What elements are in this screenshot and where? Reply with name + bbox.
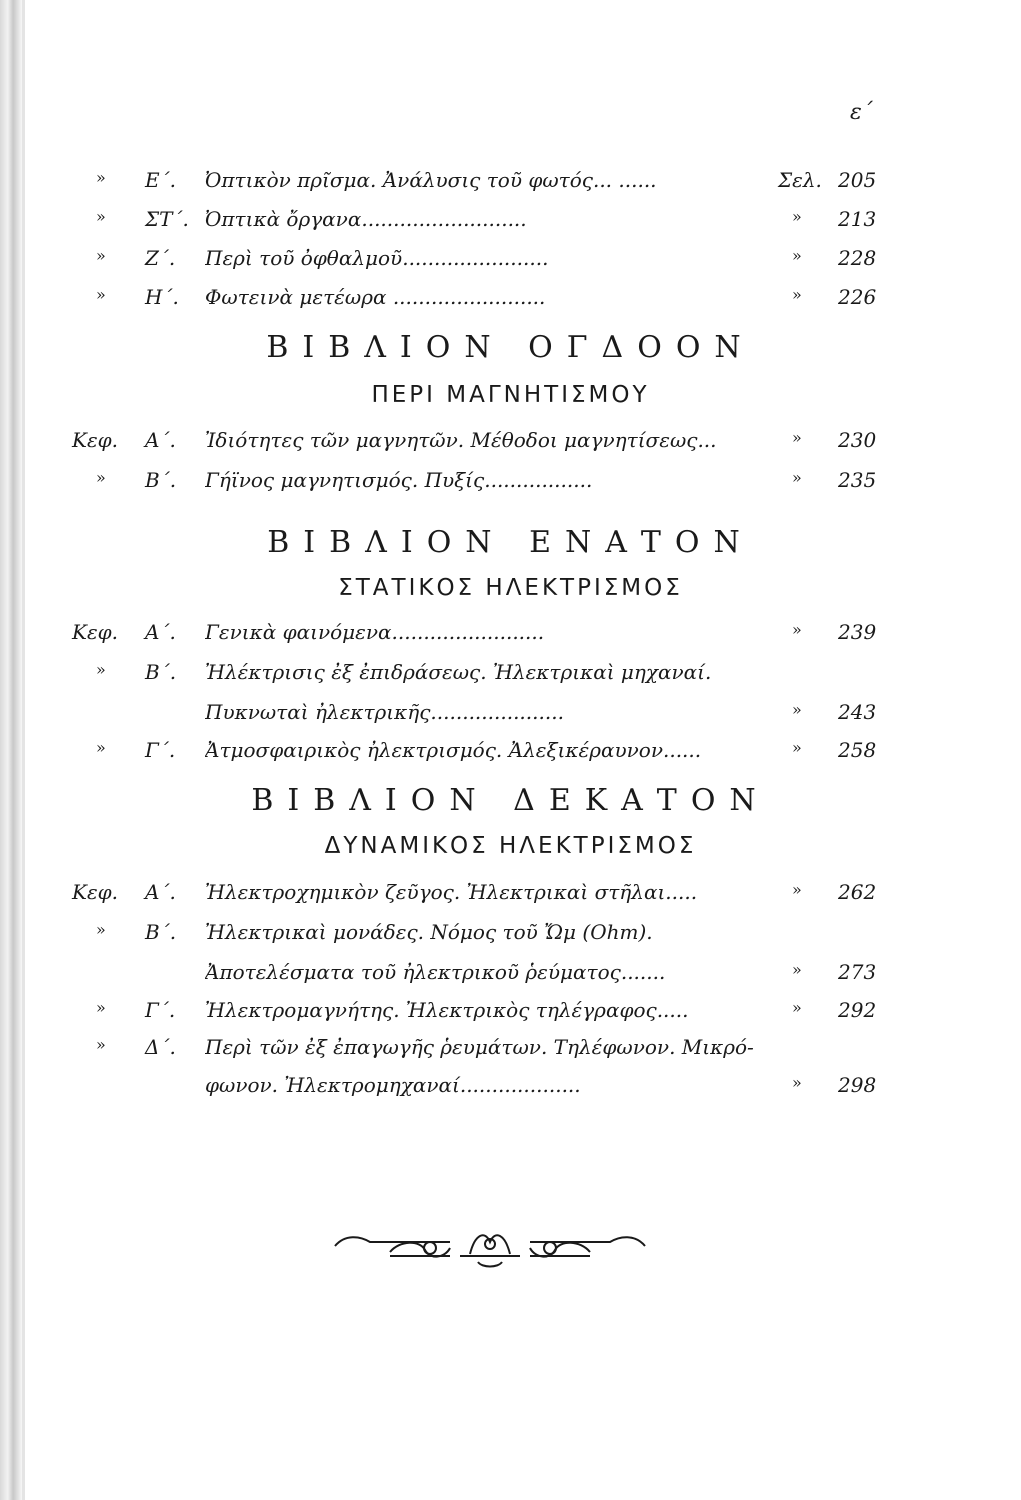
- chapter-number: Ε΄.: [145, 168, 176, 192]
- ditto-mark: »: [96, 246, 106, 265]
- page-abbrev: Σελ.: [778, 168, 822, 192]
- book10-subtitle: ΔΥΝΑΜΙΚΟΣ ΗΛΕΚΤΡΙΣΜΟΣ: [324, 833, 697, 859]
- entry-title: φωνον. Ἠλεκτρομηχαναί...................: [205, 1073, 581, 1097]
- chapter-abbrev: Κεφ.: [72, 620, 119, 644]
- page-number: 258: [838, 738, 877, 762]
- ditto-mark: »: [96, 998, 106, 1017]
- page-ditto-mark: »: [792, 468, 802, 487]
- entry-title: Ἰδιότητες τῶν μαγνητῶν. Μέθοδοι μαγνητίσεως...: [205, 428, 717, 452]
- book8-subtitle: ΠΕΡΙ ΜΑΓΝΗΤΙΣΜΟΥ: [371, 382, 650, 408]
- entry-title: Ὀπτικὰ ὄργανα..........................: [205, 207, 527, 231]
- page-ditto-mark: »: [792, 246, 802, 265]
- entry-title: Περὶ τῶν ἐξ ἐπαγωγῆς ῥευμάτων. Τηλέφωνον. Μικρό-: [205, 1035, 754, 1059]
- entry-title: Γενικὰ φαινόμενα........................: [205, 620, 545, 644]
- entry-title: Ἠλεκτροχημικὸν ζεῦγος. Ἠλεκτρικαὶ στῆλαι.....: [205, 880, 698, 904]
- book9-title: ΒΙΒΛΙΟΝ ΕΝΑΤΟΝ: [267, 525, 754, 560]
- chapter-number: Α΄.: [145, 428, 176, 452]
- ditto-mark: »: [96, 468, 106, 487]
- chapter-abbrev: Κεφ.: [72, 428, 119, 452]
- page-ditto-mark: »: [792, 738, 802, 757]
- ditto-mark: »: [96, 1035, 106, 1054]
- entry-title: Ἀτμοσφαιρικὸς ἠλεκτρισμός. Ἀλεξικέραυνον......: [205, 738, 702, 762]
- chapter-abbrev: Κεφ.: [72, 880, 119, 904]
- entry-title: Ἠλεκτρομαγνήτης. Ἠλεκτρικὸς τηλέγραφος.....: [205, 998, 689, 1022]
- page-ditto-mark: »: [792, 428, 802, 447]
- page-number: 230: [838, 428, 877, 452]
- page-ditto-mark: »: [792, 960, 802, 979]
- entry-title: Γήϊνος μαγνητισμός. Πυξίς.................: [205, 468, 593, 492]
- chapter-number: Β΄.: [145, 468, 177, 492]
- chapter-number: Β΄.: [145, 920, 177, 944]
- page-number: 292: [838, 998, 877, 1022]
- chapter-number: Δ΄.: [145, 1035, 176, 1059]
- chapter-number: Α΄.: [145, 620, 176, 644]
- page-number: 235: [838, 468, 877, 492]
- chapter-number: ΣΤ΄.: [145, 207, 189, 231]
- chapter-number: Γ΄.: [145, 738, 176, 762]
- chapter-number: Η΄.: [145, 285, 179, 309]
- ditto-mark: »: [96, 168, 106, 187]
- entry-title: Ὀπτικὸν πρῖσμα. Ἀνάλυσις τοῦ φωτός... ......: [205, 168, 657, 192]
- page-ditto-mark: »: [792, 620, 802, 639]
- page-number: 243: [838, 700, 877, 724]
- page-binding-edge: [0, 0, 22, 1500]
- chapter-number: Γ΄.: [145, 998, 176, 1022]
- book8-title: ΒΙΒΛΙΟΝ ΟΓΔΟΟΝ: [266, 330, 755, 365]
- ditto-mark: »: [96, 738, 106, 757]
- page-ditto-mark: »: [792, 285, 802, 304]
- page-ditto-mark: »: [792, 207, 802, 226]
- page-binding-shadow: [22, 0, 25, 1500]
- ditto-mark: »: [96, 920, 106, 939]
- ditto-mark: »: [96, 660, 106, 679]
- page-number: 262: [838, 880, 877, 904]
- page-number: 226: [838, 285, 877, 309]
- page-folio: ε΄: [850, 100, 873, 125]
- ditto-mark: »: [96, 207, 106, 226]
- page-number: 213: [838, 207, 877, 231]
- entry-title: Πυκνωταὶ ἠλεκτρικῆς.....................: [205, 700, 564, 724]
- entry-title: Φωτεινὰ μετέωρα ........................: [205, 285, 546, 309]
- page-number: 298: [838, 1073, 877, 1097]
- entry-title: Ἠλεκτρικαὶ μονάδες. Νόμος τοῦ Ὤμ (Ohm).: [205, 920, 653, 944]
- book10-title: ΒΙΒΛΙΟΝ ΔΕΚΑΤΟΝ: [251, 783, 770, 818]
- ditto-mark: »: [96, 285, 106, 304]
- entry-title: Ἀποτελέσματα τοῦ ἠλεκτρικοῦ ῥεύματος.......: [205, 960, 666, 984]
- chapter-number: Α΄.: [145, 880, 176, 904]
- page-ditto-mark: »: [792, 998, 802, 1017]
- book9-subtitle: ΣΤΑΤΙΚΟΣ ΗΛΕΚΤΡΙΣΜΟΣ: [338, 575, 683, 601]
- page-number: 239: [838, 620, 877, 644]
- entry-title: Περὶ τοῦ ὀφθαλμοῦ.......................: [205, 246, 549, 270]
- page-number: 205: [838, 168, 877, 192]
- page-ditto-mark: »: [792, 700, 802, 719]
- chapter-number: Β΄.: [145, 660, 177, 684]
- page-ditto-mark: »: [792, 880, 802, 899]
- page-number: 273: [838, 960, 877, 984]
- page-ditto-mark: »: [792, 1073, 802, 1092]
- page-number: 228: [838, 246, 877, 270]
- chapter-number: Ζ΄.: [145, 246, 176, 270]
- tailpiece-ornament-icon: [330, 1222, 650, 1272]
- entry-title: Ἠλέκτρισις ἐξ ἐπιδράσεως. Ἠλεκτρικαὶ μηχαναί.: [205, 660, 712, 684]
